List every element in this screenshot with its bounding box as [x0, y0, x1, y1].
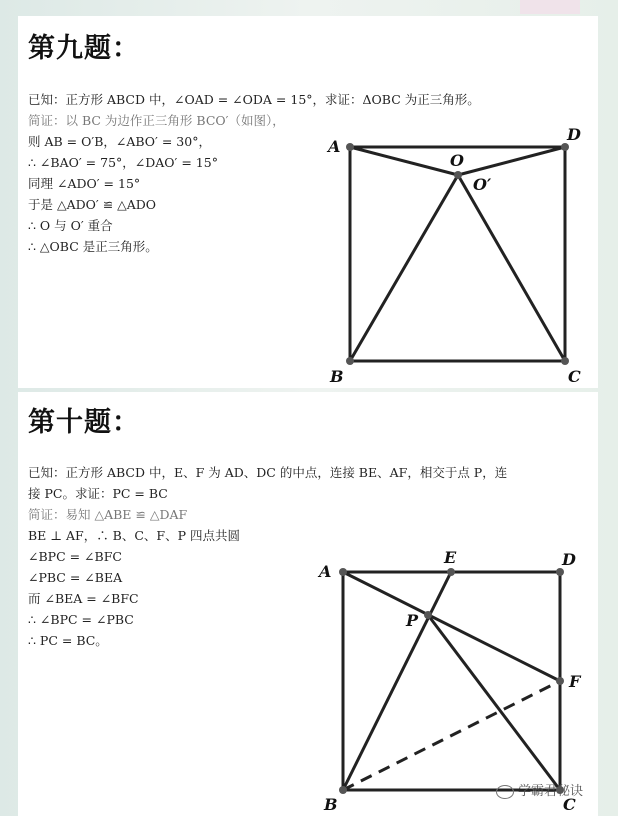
- problem-9-proof-line: ∴ ∠BAO′ = 75°，∠DAO′ = 15°: [28, 155, 218, 170]
- segment-p-c: [428, 615, 560, 790]
- segment-b-e: [343, 572, 451, 790]
- point-e: [447, 568, 455, 576]
- problem-9-proof-line: 则 AB = O′B，∠ABO′ = 30°，: [28, 134, 211, 149]
- segment-a-f: [343, 572, 560, 681]
- problem-10-given-cont: 接 PC。求证：PC = BC: [28, 486, 168, 501]
- watermark: [496, 780, 583, 799]
- problem-10-proof-line: 简证：易知 △ABE ≌ △DAF: [28, 507, 188, 522]
- label-d: D: [567, 125, 581, 144]
- problem-10-proof-line: ∴ ∠BPC = ∠PBC: [28, 612, 134, 627]
- problem-9-given: 已知：正方形 ABCD 中，∠OAD = ∠ODA = 15°，求证：ΔOBC 为正三角形。: [28, 92, 480, 107]
- problem-10-conclusion: ∴ PC = BC。: [28, 633, 108, 648]
- label-p: P: [406, 611, 419, 630]
- label-a-10: A: [319, 562, 332, 581]
- problem-9-proof-line: 同理 ∠ADO′ = 15°: [28, 176, 141, 191]
- point-d-10: [556, 568, 564, 576]
- label-a: A: [328, 137, 341, 156]
- problem-10-proof-line: BE ⊥ AF，∴ B、C、F、P 四点共圆: [28, 528, 240, 543]
- label-b-10: B: [324, 795, 338, 814]
- label-e: E: [444, 548, 457, 567]
- segment-b-f-dashed: [343, 681, 560, 790]
- point-p: [424, 611, 432, 619]
- point-f: [556, 677, 564, 685]
- problem-9-conclusion: ∴ △OBC 是正三角形。: [28, 239, 158, 254]
- problem-9-proof-line: 于是 △ADO′ ≌ △ADO: [28, 197, 157, 212]
- label-d-10: D: [562, 550, 576, 569]
- label-b: B: [330, 367, 344, 386]
- label-c-10: C: [563, 795, 576, 814]
- problem-10-given: 已知：正方形 ABCD 中，E、F 为 AD、DC 的中点，连接 BE、AF，相交于点 P，连: [28, 465, 508, 480]
- problem-10-proof-line: 而 ∠BEA = ∠BFC: [28, 591, 139, 606]
- problem-10-title: 第十题：: [28, 407, 140, 438]
- chat-bubble-icon: [496, 785, 514, 799]
- label-f: F: [569, 672, 581, 691]
- point-a-10: [339, 568, 347, 576]
- label-o: O: [450, 151, 464, 170]
- problem-9-title: 第九题：: [28, 33, 140, 64]
- problem-10-proof-line: ∠PBC = ∠BEA: [28, 570, 123, 585]
- problem-9-proof-line: 简证：以 BC 为边作正三角形 BCO′（如图），: [28, 113, 285, 128]
- problem-10-proof-line: ∠BPC = ∠BFC: [28, 549, 122, 564]
- watermark-text: 学霸君秘诀: [518, 784, 584, 799]
- label-o-prime: O′: [473, 175, 492, 194]
- problem-9-proof-line: ∴ O 与 O′ 重合: [28, 218, 113, 233]
- label-c: C: [568, 367, 581, 386]
- point-b-10: [339, 786, 347, 794]
- square-abcd-10: [343, 572, 560, 790]
